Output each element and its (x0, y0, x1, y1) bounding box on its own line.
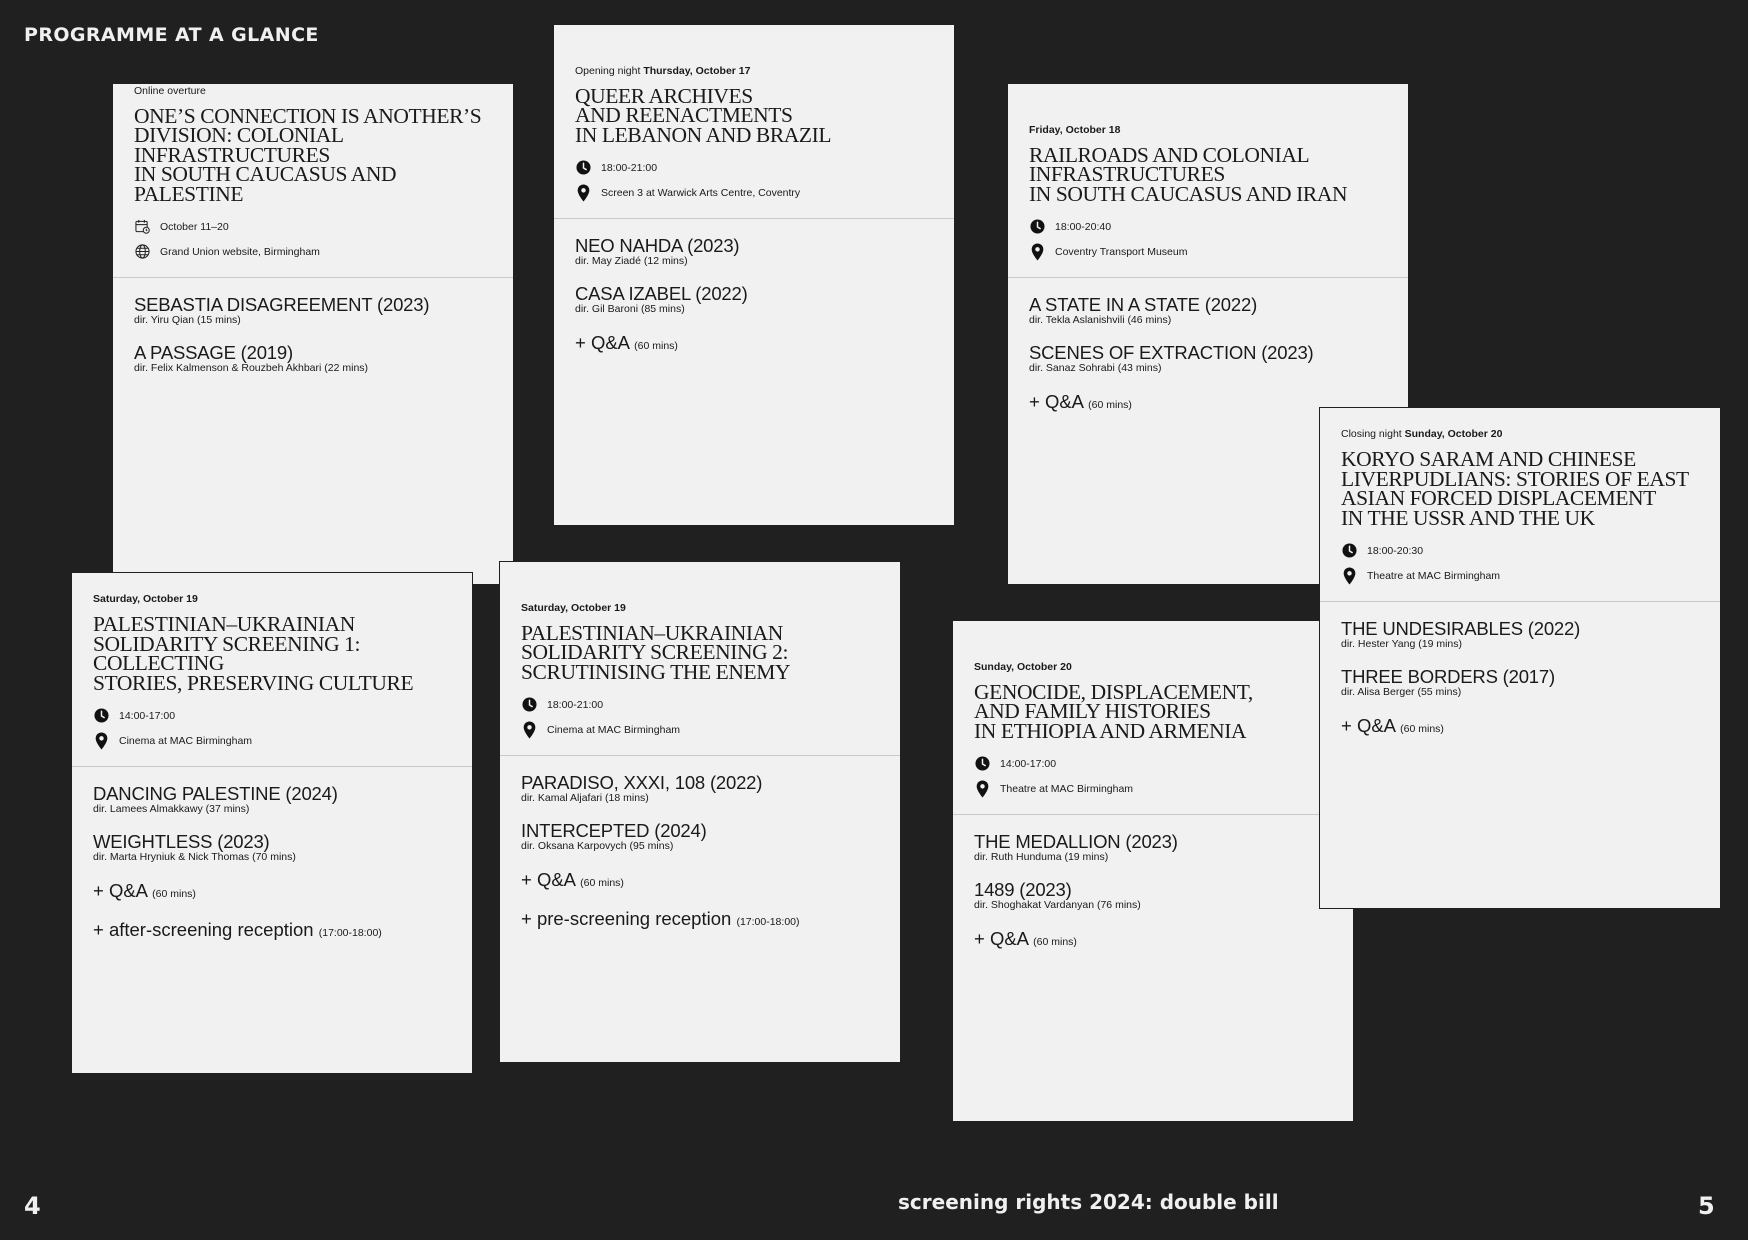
film-title: INTERCEPTED (2024) (521, 820, 707, 841)
event-kicker (134, 85, 492, 97)
event-title-line: STORIES, PRESERVING CULTURE (93, 670, 414, 695)
film-title: A PASSAGE (2019) (134, 342, 293, 363)
film-list (72, 766, 472, 1073)
extra-duration: (60 mins) (580, 877, 624, 889)
event-title (1341, 447, 1699, 530)
event-time: 18:00-20:40 (1055, 220, 1112, 233)
event-header (953, 661, 1353, 812)
film-director: dir. Alisa Berger (55 mins) (1341, 686, 1462, 698)
film-item (521, 774, 879, 804)
location-pin-icon (974, 781, 990, 797)
page-number-right: 5 (1698, 1192, 1715, 1220)
extra-label: + pre-screening reception (521, 908, 732, 929)
film-director: dir. May Ziadé (12 mins) (575, 255, 688, 267)
event-venue-row (1029, 243, 1387, 260)
film-item (93, 833, 451, 863)
film-item (1341, 620, 1699, 650)
programme-extra (974, 929, 1332, 952)
event-title-line: RAILROADS AND COLONIAL (1029, 142, 1310, 167)
film-item (1029, 344, 1387, 374)
event-card-opening (553, 24, 955, 526)
event-venue: Cinema at MAC Birmingham (119, 734, 253, 747)
event-title (575, 83, 933, 147)
event-title (93, 612, 451, 695)
calendar-icon (134, 219, 150, 235)
extra-label: + Q&A (1029, 391, 1083, 412)
film-director: dir. Oksana Karpovych (95 mins) (521, 840, 674, 852)
extra-duration: (60 mins) (1400, 723, 1444, 735)
event-time-row (974, 755, 1332, 772)
film-item (521, 822, 879, 852)
event-time: 18:00-21:00 (601, 161, 658, 174)
film-item (1029, 296, 1387, 326)
programme-extra (1341, 716, 1699, 739)
event-kicker (1341, 428, 1699, 440)
event-venue-row (521, 721, 879, 738)
footer-title: screening rights 2024: double bill (898, 1190, 1279, 1214)
event-venue: Cinema at MAC Birmingham (547, 723, 681, 736)
film-director: dir. Sanaz Sohrabi (43 mins) (1029, 362, 1162, 374)
event-venue: Theatre at MAC Birmingham (1000, 782, 1134, 795)
film-title: 1489 (2023) (974, 879, 1072, 900)
film-title: THREE BORDERS (2017) (1341, 666, 1555, 687)
film-title: PARADISO, XXXI, 108 (2022) (521, 772, 763, 793)
clock-icon (1341, 543, 1357, 559)
film-director: dir. Gil Baroni (85 mins) (575, 303, 685, 315)
film-director: dir. Marta Hryniuk & Nick Thomas (70 mins) (93, 851, 296, 863)
event-card-closing (1319, 407, 1721, 909)
event-venue-row (575, 184, 933, 201)
film-item (575, 237, 933, 267)
event-title (974, 679, 1332, 743)
clock-icon (93, 708, 109, 724)
location-pin-icon (575, 185, 591, 201)
film-title: SCENES OF EXTRACTION (2023) (1029, 342, 1314, 363)
event-time: 18:00-21:00 (547, 698, 604, 711)
film-item (1341, 668, 1699, 698)
event-time-row (134, 218, 492, 235)
extra-label: + Q&A (521, 869, 575, 890)
event-title-line: IN SOUTH CAUCASUS AND PALESTINE (134, 162, 397, 206)
event-date: Sunday, October 20 (974, 660, 1072, 673)
event-header (554, 65, 954, 216)
event-date: Saturday, October 19 (93, 593, 198, 605)
extra-duration: (17:00-18:00) (318, 927, 382, 939)
event-title-line: PALESTINIAN–UKRAINIAN (521, 620, 783, 645)
event-date: Sunday, October 20 (1404, 428, 1503, 440)
event-title-line: AND FAMILY HISTORIES (974, 699, 1211, 723)
event-kicker (521, 602, 879, 614)
extra-duration: (60 mins) (152, 888, 196, 900)
event-venue: Theatre at MAC Birmingham (1367, 569, 1501, 582)
event-venue-row (134, 243, 492, 260)
clock-icon (974, 756, 990, 772)
event-time-row (521, 696, 879, 713)
event-title-line: SOLIDARITY SCREENING 2: (521, 640, 789, 664)
film-item (93, 785, 451, 815)
extra-label: + Q&A (1341, 715, 1395, 736)
event-card-saturday2 (499, 561, 901, 1063)
film-item (134, 296, 492, 326)
event-header (1320, 428, 1720, 598)
location-pin-icon (521, 722, 537, 738)
programme-extra (575, 333, 933, 356)
event-card-sunday1 (952, 620, 1354, 1122)
event-time-row (1029, 218, 1387, 235)
event-title-line: PALESTINIAN–UKRAINIAN (93, 612, 355, 636)
film-list (953, 814, 1353, 1121)
event-kicker (1029, 124, 1387, 136)
event-header (113, 85, 513, 275)
event-kicker (974, 661, 1332, 673)
film-director: dir. Hester Yang (19 mins) (1341, 638, 1462, 650)
event-title (521, 620, 879, 684)
event-time: 14:00-17:00 (1000, 757, 1057, 770)
event-date: Friday, October 18 (1029, 123, 1121, 136)
event-venue: Screen 3 at Warwick Arts Centre, Coventry (601, 186, 801, 199)
film-title: A STATE IN A STATE (2022) (1029, 294, 1258, 315)
page-title: PROGRAMME AT A GLANCE (24, 24, 319, 46)
event-title-line: DIVISION: COLONIAL INFRASTRUCTURES (134, 123, 343, 167)
extra-duration: (60 mins) (1088, 399, 1132, 411)
film-item (575, 285, 933, 315)
event-date: Saturday, October 19 (521, 601, 626, 614)
clock-icon (521, 697, 537, 713)
film-item (134, 344, 492, 374)
film-director: dir. Lamees Almakkawy (37 mins) (93, 803, 250, 815)
film-director: dir. Shoghakat Vardanyan (76 mins) (974, 899, 1141, 911)
extra-label: + Q&A (575, 332, 629, 353)
globe-icon (134, 244, 150, 260)
location-pin-icon (93, 733, 109, 749)
event-card-saturday1 (71, 572, 473, 1074)
film-director: dir. Felix Kalmenson & Rouzbeh Akhbari (22 mins) (134, 362, 369, 374)
film-title: CASA IZABEL (2022) (575, 283, 748, 304)
page-number-left: 4 (24, 1192, 41, 1220)
kicker-label: Online overture (134, 84, 206, 97)
event-header (72, 593, 472, 763)
film-title: SEBASTIA DISAGREEMENT (2023) (134, 294, 430, 315)
event-date: Thursday, October 17 (643, 64, 751, 77)
event-time: 14:00-17:00 (119, 709, 176, 722)
event-title-line: GENOCIDE, DISPLACEMENT, (974, 679, 1253, 704)
film-list (554, 218, 954, 525)
kicker-label: Opening night (575, 64, 644, 77)
event-title-line: QUEER ARCHIVES (575, 83, 753, 108)
event-title-line: LIVERPUDLIANS: STORIES OF EAST (1341, 466, 1689, 491)
film-list (1320, 601, 1720, 908)
event-title-line: SCRUTINISING THE ENEMY (521, 659, 791, 684)
film-item (974, 833, 1332, 863)
film-title: THE UNDESIRABLES (2022) (1341, 618, 1581, 639)
event-title-line: ONE’S CONNECTION IS ANOTHER’S (134, 103, 482, 128)
location-pin-icon (1341, 568, 1357, 584)
event-venue: Coventry Transport Museum (1055, 245, 1188, 258)
film-list (113, 277, 513, 584)
clock-icon (1029, 219, 1045, 235)
event-title-line: KORYO SARAM AND CHINESE (1341, 447, 1636, 471)
extra-duration: (60 mins) (634, 340, 678, 352)
event-title-line: ASIAN FORCED DISPLACEMENT (1341, 486, 1656, 510)
event-title-line: IN ETHIOPIA AND ARMENIA (974, 718, 1247, 743)
extra-duration: (60 mins) (1033, 936, 1077, 948)
event-card-online (112, 83, 514, 585)
event-time: October 11–20 (160, 220, 229, 233)
event-title-line: SOLIDARITY SCREENING 1: COLLECTING (93, 631, 361, 675)
extra-label: + Q&A (974, 928, 1028, 949)
event-kicker (575, 65, 933, 77)
extra-label: + Q&A (93, 880, 147, 901)
event-header (1008, 124, 1408, 275)
event-time: 18:00-20:30 (1367, 544, 1424, 557)
event-title (1029, 142, 1387, 206)
programme-extra (521, 870, 879, 893)
event-venue: Grand Union website, Birmingham (160, 245, 320, 258)
event-time-row (1341, 542, 1699, 559)
extra-label: + after-screening reception (93, 919, 314, 940)
location-pin-icon (1029, 244, 1045, 260)
film-title: NEO NAHDA (2023) (575, 235, 740, 256)
event-venue-row (974, 780, 1332, 797)
film-director: dir. Yiru Qian (15 mins) (134, 314, 241, 326)
event-venue-row (93, 732, 451, 749)
event-time-row (93, 707, 451, 724)
event-title-line: INFRASTRUCTURES (1029, 162, 1225, 186)
film-list (500, 755, 900, 1062)
film-item (974, 881, 1332, 911)
kicker-label: Closing night (1341, 428, 1405, 440)
event-title-line: AND REENACTMENTS (575, 103, 793, 127)
programme-extra (93, 920, 451, 943)
film-title: THE MEDALLION (2023) (974, 831, 1178, 852)
film-title: WEIGHTLESS (2023) (93, 831, 270, 852)
film-title: DANCING PALESTINE (2024) (93, 783, 338, 804)
clock-icon (575, 160, 591, 176)
programme-extra (521, 909, 879, 932)
programme-extra (93, 881, 451, 904)
event-title-line: IN LEBANON AND BRAZIL (575, 122, 832, 147)
event-venue-row (1341, 567, 1699, 584)
event-title-line: IN SOUTH CAUCASUS AND IRAN (1029, 181, 1348, 206)
film-director: dir. Tekla Aslanishvili (46 mins) (1029, 314, 1172, 326)
event-header (500, 602, 900, 753)
event-title-line: IN THE USSR AND THE UK (1341, 505, 1595, 530)
event-kicker (93, 593, 451, 605)
event-time-row (575, 159, 933, 176)
event-title (134, 103, 492, 206)
extra-duration: (17:00-18:00) (736, 916, 800, 928)
film-director: dir. Ruth Hunduma (19 mins) (974, 851, 1109, 863)
film-director: dir. Kamal Aljafari (18 mins) (521, 792, 649, 804)
